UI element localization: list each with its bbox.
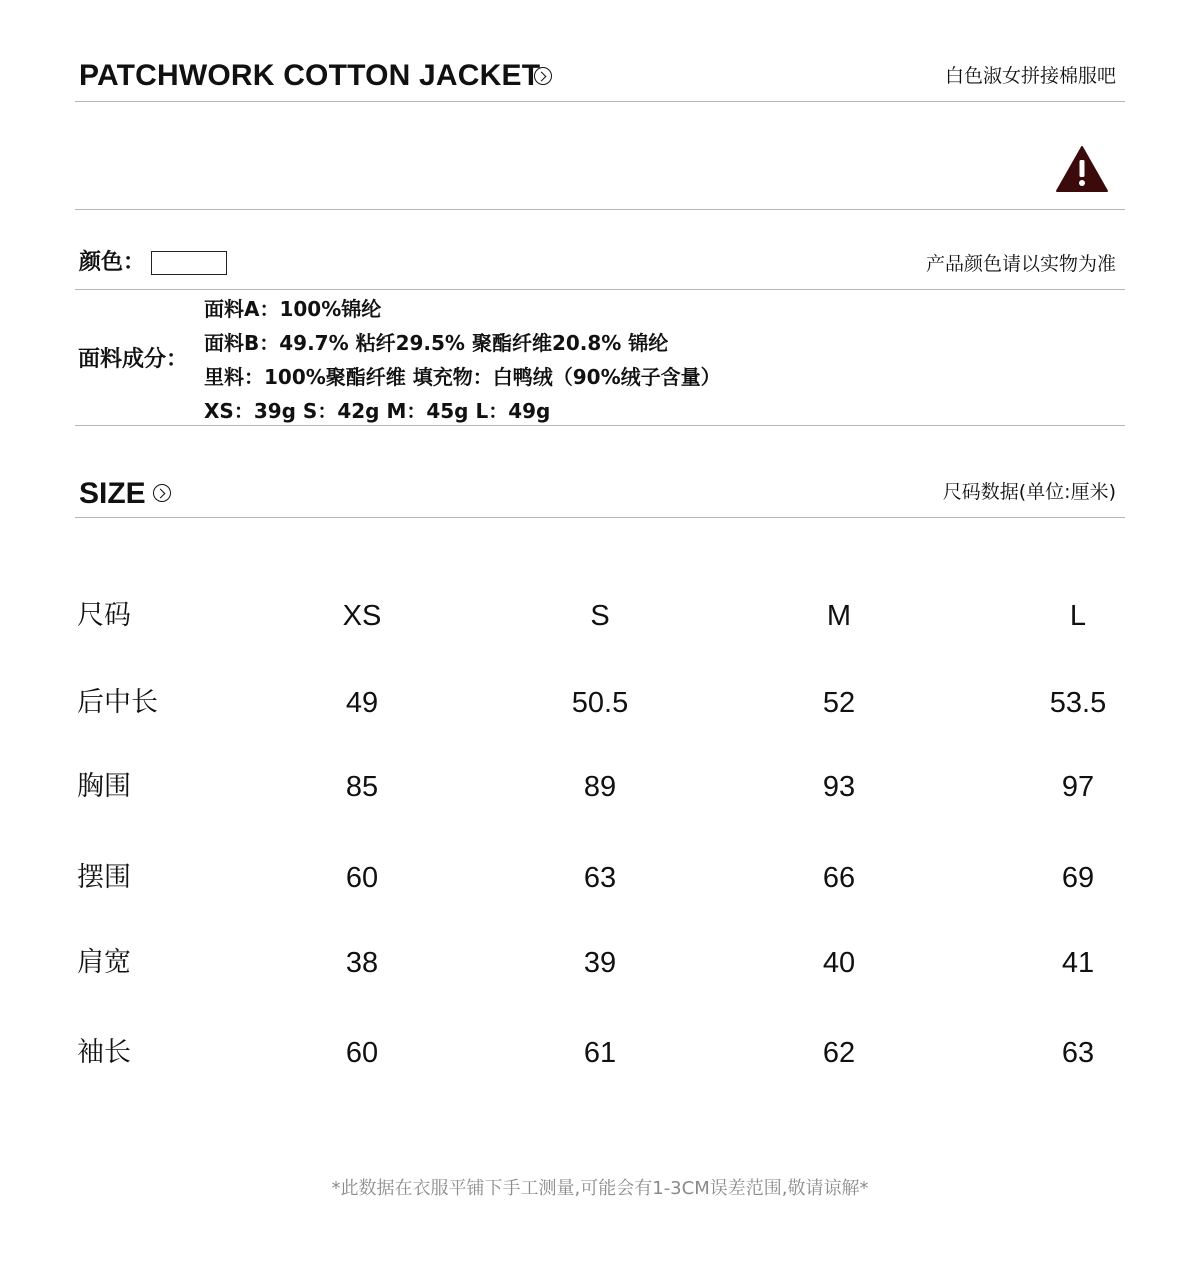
table-cell: 41 (1061, 947, 1095, 979)
fabric-label: 面料成分： (78, 347, 189, 372)
size-header-cell: XS (342, 600, 382, 632)
table-cell: 61 (583, 1037, 617, 1069)
table-cell: 69 (1061, 862, 1095, 894)
size-header-row (0, 596, 1200, 636)
color-swatch (151, 251, 227, 275)
table-row (0, 1033, 1200, 1073)
fabric-line: 面料A：100%锦纶 (204, 297, 382, 321)
fabric-line: XS：39g S：42g M：45g L：49g (204, 399, 551, 423)
color-note: 产品颜色请以实物为准 (925, 253, 1116, 275)
table-cell: 85 (345, 771, 379, 803)
divider (75, 289, 1125, 290)
row-label: 后中长 (77, 687, 158, 718)
table-cell: 60 (345, 1037, 379, 1069)
table-cell: 39 (583, 947, 617, 979)
table-cell: 60 (345, 862, 379, 894)
table-cell: 53.5 (1049, 687, 1107, 719)
warning-triangle-icon (1055, 145, 1109, 193)
divider (75, 101, 1125, 102)
size-header-cell: L (1069, 600, 1087, 632)
table-row (0, 943, 1200, 983)
table-cell: 38 (345, 947, 379, 979)
row-label: 肩宽 (77, 947, 131, 978)
color-label: 颜色： (79, 250, 146, 275)
row-label: 袖长 (77, 1037, 131, 1068)
table-cell: 50.5 (571, 687, 629, 719)
size-header-cell: M (826, 600, 852, 632)
circle-chevron-right-icon (534, 67, 552, 85)
table-cell: 63 (1061, 1037, 1095, 1069)
table-cell: 63 (583, 862, 617, 894)
fabric-line: 里料：100%聚酯纤维 填充物：白鸭绒（90%绒子含量） (204, 365, 721, 389)
table-cell: 40 (822, 947, 856, 979)
row-label: 尺码 (77, 600, 131, 631)
size-unit-note: 尺码数据(单位:厘米) (942, 481, 1116, 503)
table-row (0, 683, 1200, 723)
table-row (0, 767, 1200, 807)
product-subtitle: 白色淑女拼接棉服吧 (944, 65, 1116, 87)
table-cell: 97 (1061, 771, 1095, 803)
divider (75, 209, 1125, 210)
size-header-cell: S (590, 600, 610, 632)
circle-chevron-right-icon (153, 484, 171, 502)
table-cell: 93 (822, 771, 856, 803)
page-title: PATCHWORK COTTON JACKET (79, 59, 541, 92)
table-cell: 62 (822, 1037, 856, 1069)
row-label: 摆围 (77, 862, 131, 893)
divider (75, 425, 1125, 426)
table-cell: 66 (822, 862, 856, 894)
table-row (0, 858, 1200, 898)
table-cell: 52 (822, 687, 856, 719)
size-title: SIZE (79, 477, 146, 510)
divider (75, 517, 1125, 518)
table-cell: 49 (345, 687, 379, 719)
table-cell: 89 (583, 771, 617, 803)
measurement-footnote: *此数据在衣服平铺下手工测量,可能会有1-3CM误差范围,敬请谅解* (331, 1178, 869, 1199)
fabric-composition (204, 292, 721, 428)
fabric-line: 面料B：49.7% 粘纤29.5% 聚酯纤维20.8% 锦纶 (204, 331, 669, 355)
row-label: 胸围 (77, 771, 131, 802)
